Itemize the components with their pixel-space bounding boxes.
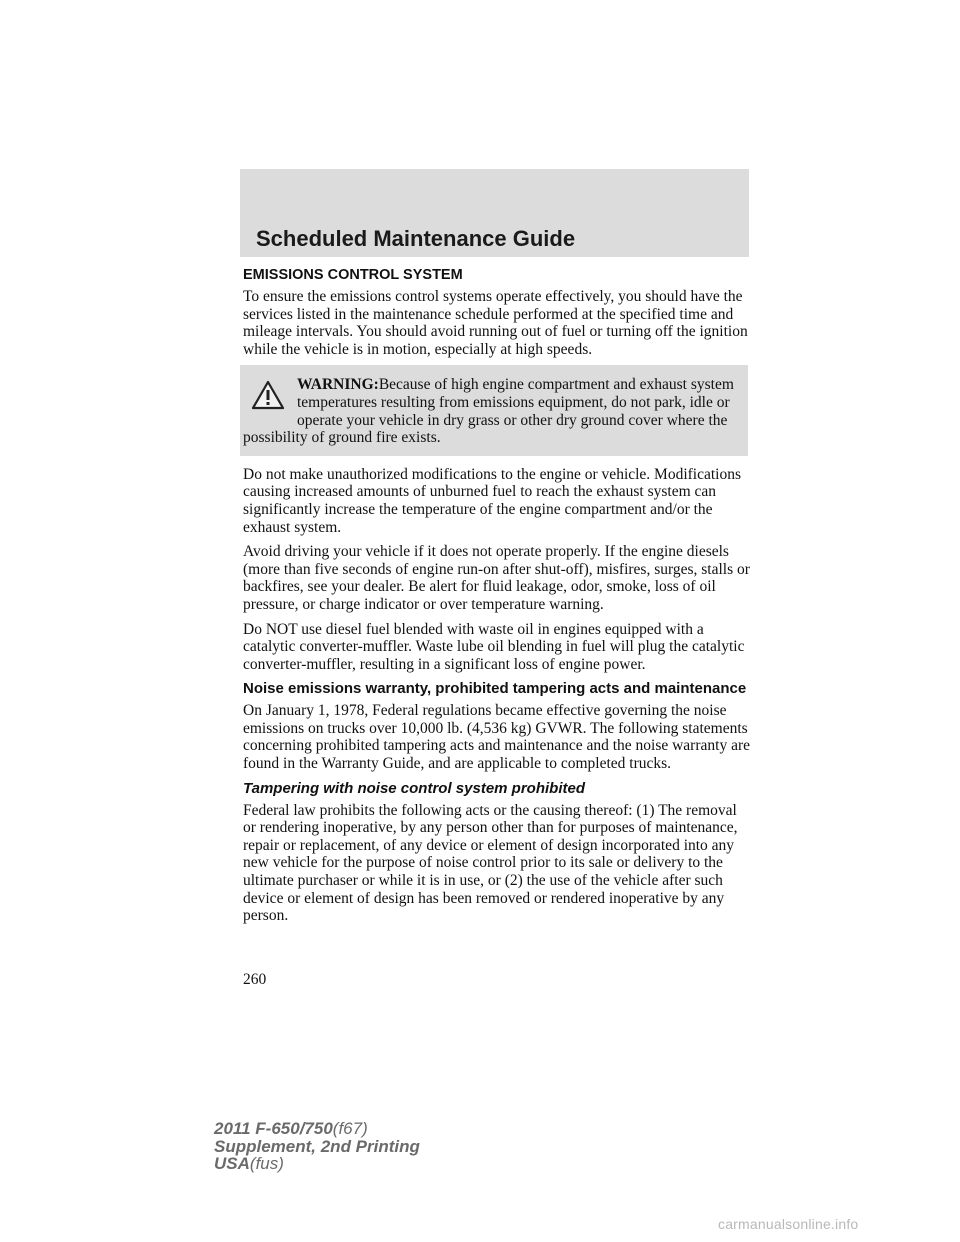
footer-market-code: (fus)	[249, 1154, 284, 1173]
watermark: carmanualsonline.info	[718, 1216, 859, 1232]
warning-text-block	[243, 376, 744, 446]
emissions-heading: EMISSIONS CONTROL SYSTEM	[243, 267, 463, 283]
modifications-paragraph: Do not make unauthorized modifications to the engine or vehicle. Modifications causing increased amounts of unburned fuel to reach the exhaust system can significantly increase the temperature of the engine compartment and/or the exhaust system.	[243, 465, 742, 536]
page-content	[243, 266, 751, 932]
noise-regulations-paragraph: On January 1, 1978, Federal regulations became effective governing the noise emissions on trucks over 10,000 lb. (4,536 kg) GVWR. The following statements concerning prohibited tampering acts and maintenance and the noise warranty are found in the Warranty Guide, and are applicable to completed trucks.	[243, 702, 750, 773]
diesel-fuel-paragraph: Do NOT use diesel fuel blended with waste oil in engines equipped with a catalytic converter-muffler. Waste lube oil blending in fuel will plug the catalytic converter-muffler, resulting in a significant loss of engine power.	[243, 620, 745, 673]
warning-text: Because of high engine compartment and exhaust system temperatures resulting from emissions equipment, do not park, idle or operate your vehicle in dry grass or other dry ground cover where the possibility of ground fire exists.	[243, 376, 734, 447]
footer-line-market	[214, 1155, 420, 1173]
tampering-paragraph: Federal law prohibits the following acts or the causing thereof: (1) The removal or rendering inoperative, by any person other than for purposes of maintenance, repair or replacement, of any device or element of design incorporated into any new vehicle for the purpose of noise control prior to its sale or delivery to the ultimate purchaser or while it is in use, or (2) the use of the vehicle after such device or element of design has been removed or rendered inoperative by any person.	[243, 801, 738, 925]
footer-line-printing	[214, 1138, 420, 1156]
warning-box	[240, 365, 748, 455]
warning-label: WARNING:	[297, 376, 379, 394]
avoid-driving-paragraph: Avoid driving your vehicle if it does not operate properly. If the engine diesels (more than five seconds of engine run-on after shut-off), misfires, surges, stalls or backfires, see your dealer. Be alert for fluid leakage, odor, smoke, loss of oil pressure, or charge indicator or over temperature warning.	[243, 543, 750, 613]
tampering-heading: Tampering with noise control system prohibited	[243, 779, 585, 797]
emissions-intro-paragraph: To ensure the emissions control systems operate effectively, you should have the services listed in the maintenance schedule performed at the specified time and mileage intervals. You should avoid running out of fuel or turning off the ignition while the vehicle is in motion, especially at high speeds.	[243, 288, 748, 358]
footer-line-model	[214, 1120, 420, 1138]
page-number: 260	[243, 971, 267, 988]
print-footer	[214, 1120, 420, 1173]
page-header-title: Scheduled Maintenance Guide	[256, 226, 576, 251]
footer-model: 2011 F-650/750	[214, 1119, 333, 1138]
footer-model-code: (f67)	[332, 1119, 368, 1138]
warning-triangle-icon	[251, 380, 285, 410]
noise-emissions-heading: Noise emissions warranty, prohibited tampering acts and maintenance	[243, 680, 747, 698]
footer-market: USA	[214, 1154, 250, 1173]
footer-printing: Supplement, 2nd Printing	[214, 1136, 420, 1156]
